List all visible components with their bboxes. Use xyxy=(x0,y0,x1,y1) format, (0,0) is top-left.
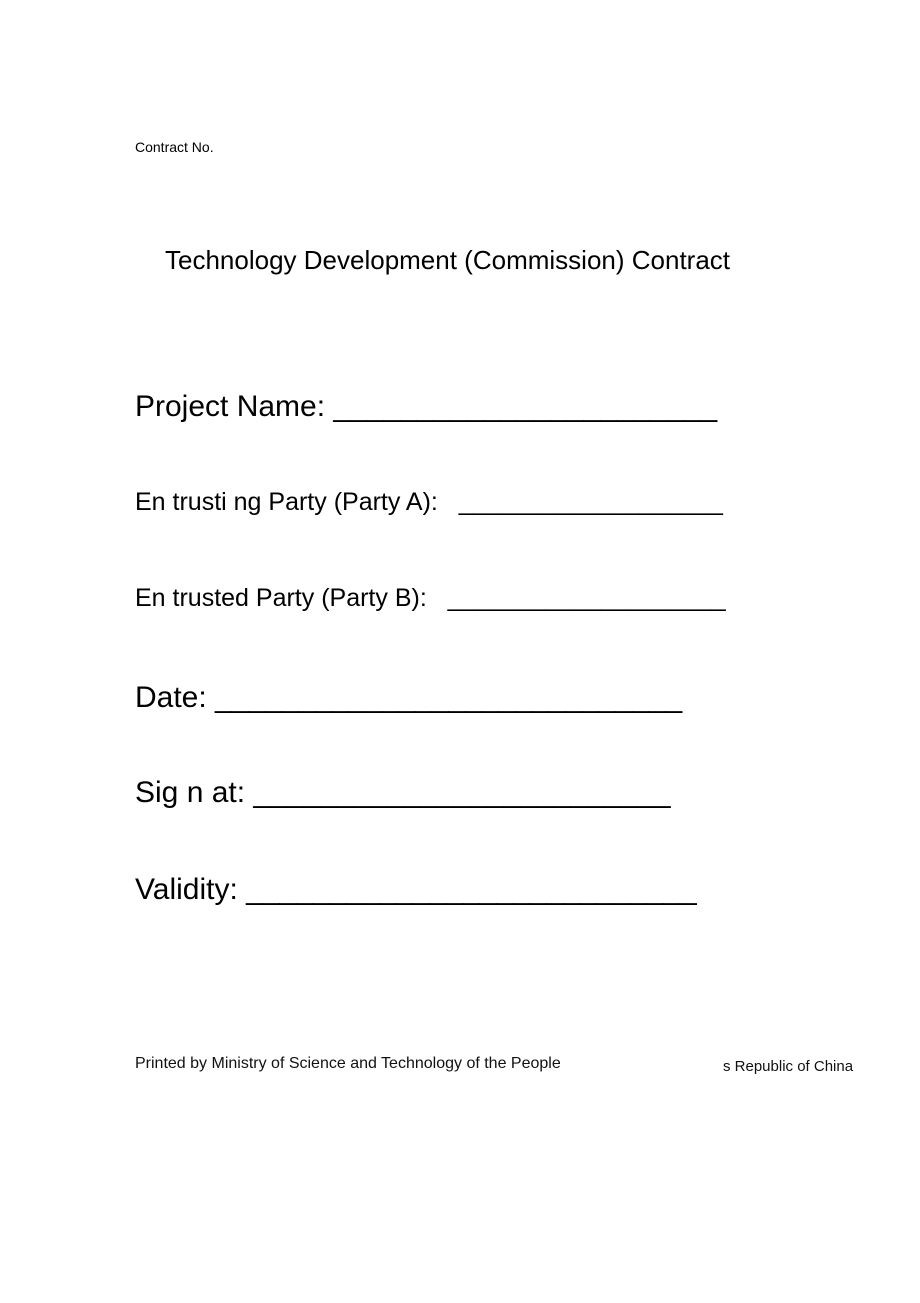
republic-of-china-text: s Republic of China xyxy=(723,1058,854,1075)
contract-no-label: Contract No. xyxy=(135,139,214,155)
page-title: Technology Development (Commission) Contract xyxy=(165,245,731,275)
project-name-field: Project Name: _______________________ xyxy=(135,390,718,423)
validity-field: Validity: ___________________________ xyxy=(135,873,697,906)
sign-at-field: Sig n at: _________________________ xyxy=(135,776,671,809)
date-field: Date: ____________________________ xyxy=(135,681,683,714)
printed-by-text: Printed by Ministry of Science and Technology of the People xyxy=(135,1055,561,1072)
entrusted-party-b-field: En trusted Party (Party B): ____________________ xyxy=(135,584,726,612)
entrusting-party-a-field: En trusti ng Party (Party A): ___________________ xyxy=(135,488,723,516)
